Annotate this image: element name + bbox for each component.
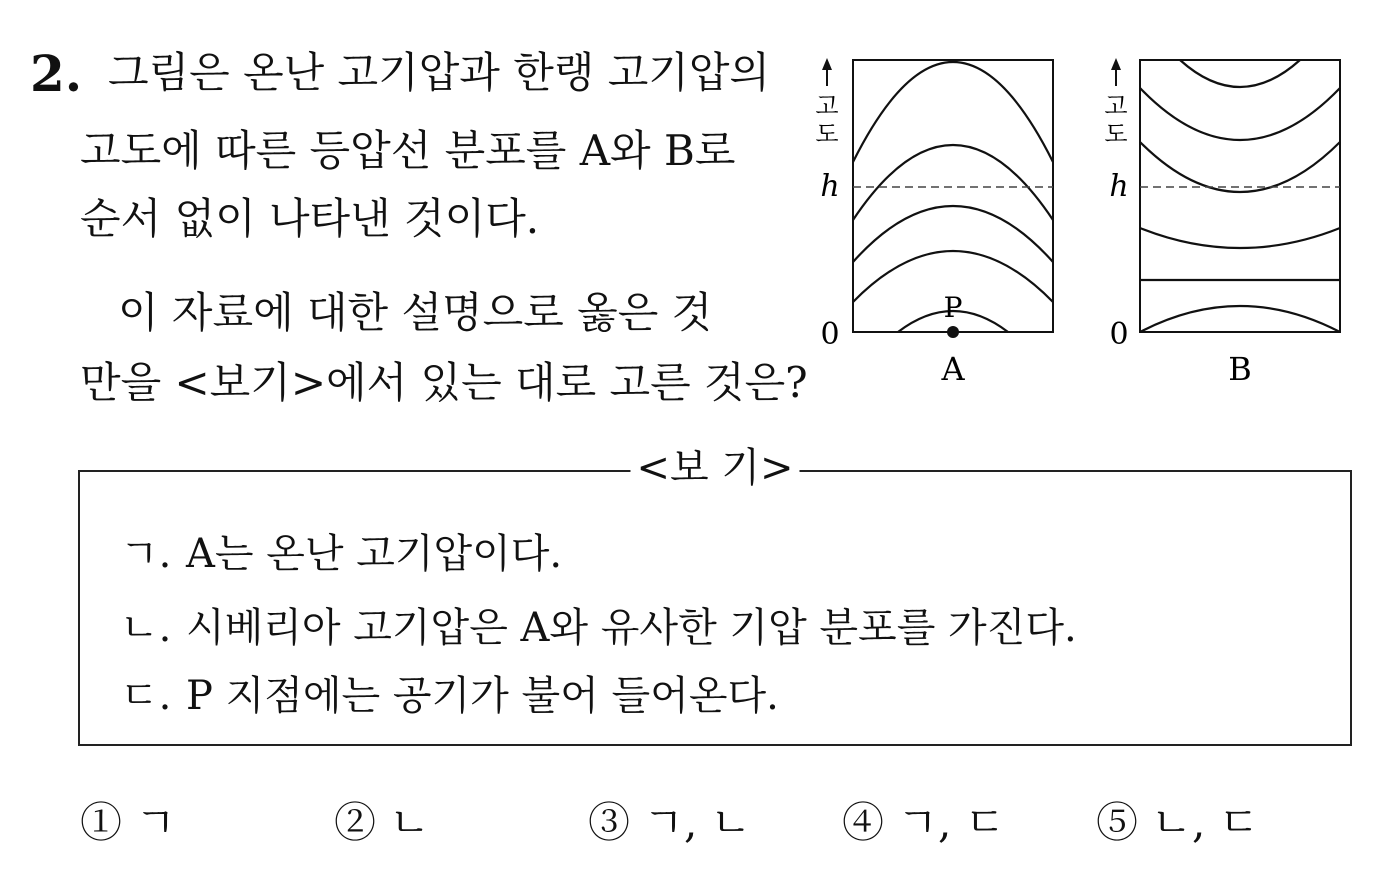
choice-3[interactable] <box>588 798 752 847</box>
altitude-axis-label <box>815 92 838 148</box>
panel-a-label: A <box>941 350 965 388</box>
zero-label: 0 <box>1109 317 1129 352</box>
panel-b-isobar <box>1180 60 1300 87</box>
altitude-axis-label-char-1: 고 <box>815 92 839 120</box>
point-p-marker <box>947 326 959 338</box>
choice-text: ㄱ, ㄷ <box>897 798 1006 847</box>
choice-text: ㄱ <box>135 798 176 847</box>
point-p-label: P <box>943 291 963 324</box>
panel-a <box>815 58 1053 388</box>
choice-text: ㄱ, ㄴ <box>643 798 752 847</box>
height-h-label: h <box>1109 169 1129 204</box>
choice-4[interactable] <box>842 798 1006 847</box>
height-h-label: h <box>820 169 840 204</box>
bogi-item <box>120 673 779 719</box>
panel-a-isobar <box>853 145 1053 220</box>
choice-number: ① <box>80 798 123 847</box>
arrow-up-icon <box>822 58 832 70</box>
arrow-up-icon <box>1111 58 1121 70</box>
panel-b-frame <box>1140 60 1340 332</box>
panel-b <box>1104 58 1340 388</box>
choice-5[interactable] <box>1096 798 1260 847</box>
question-stem-line-3: 순서 없이 나타낸 것이다. <box>80 194 540 243</box>
bogi-item-text: P 지점에는 공기가 불어 들어온다. <box>186 673 779 719</box>
bogi-title: <보 기> <box>630 448 799 488</box>
question-number: 2. <box>30 44 83 103</box>
bogi-item <box>120 605 1077 651</box>
choice-1[interactable] <box>80 798 176 847</box>
choice-number: ④ <box>842 798 885 847</box>
question-prompt-line-2: 만을 <보기>에서 있는 대로 고른 것은? <box>80 358 808 407</box>
panel-a-isobar <box>853 62 1053 162</box>
panel-b-isobar <box>1140 88 1340 140</box>
altitude-axis-label-char-2: 도 <box>1104 120 1128 148</box>
altitude-axis-label-char-1: 고 <box>1104 92 1128 120</box>
panel-b-isobar <box>1140 228 1340 248</box>
bogi-item-mark: ㄷ. <box>120 673 172 719</box>
panel-a-isobar <box>853 206 1053 262</box>
panel-b-label: B <box>1228 350 1252 388</box>
choice-text: ㄴ <box>389 798 430 847</box>
question-prompt-line-1: 이 자료에 대한 설명으로 옳은 것 <box>118 288 713 337</box>
choice-number: ③ <box>588 798 631 847</box>
altitude-axis-label-char-2: 도 <box>815 120 839 148</box>
question-stem-line-1: 그림은 온난 고기압과 한랭 고기압의 <box>108 48 770 97</box>
bogi-item-mark: ㄱ. <box>120 531 172 577</box>
question-stem-line-2: 고도에 따른 등압선 분포를 A와 B로 <box>80 126 736 175</box>
choice-text: ㄴ, ㄷ <box>1151 798 1260 847</box>
choice-number: ② <box>334 798 377 847</box>
isobar-figure <box>790 40 1360 400</box>
altitude-axis-label <box>1104 92 1127 148</box>
bogi-item-text: A는 온난 고기압이다. <box>186 531 563 577</box>
panel-b-isobar <box>1140 142 1340 192</box>
bogi-item-mark: ㄴ. <box>120 605 172 651</box>
bogi-item <box>120 531 563 577</box>
zero-label: 0 <box>820 317 840 352</box>
choice-number: ⑤ <box>1096 798 1139 847</box>
bogi-item-text: 시베리아 고기압은 A와 유사한 기압 분포를 가진다. <box>186 605 1077 651</box>
choice-2[interactable] <box>334 798 430 847</box>
bogi-box <box>78 445 1352 746</box>
panel-b-isobar <box>1140 306 1340 332</box>
